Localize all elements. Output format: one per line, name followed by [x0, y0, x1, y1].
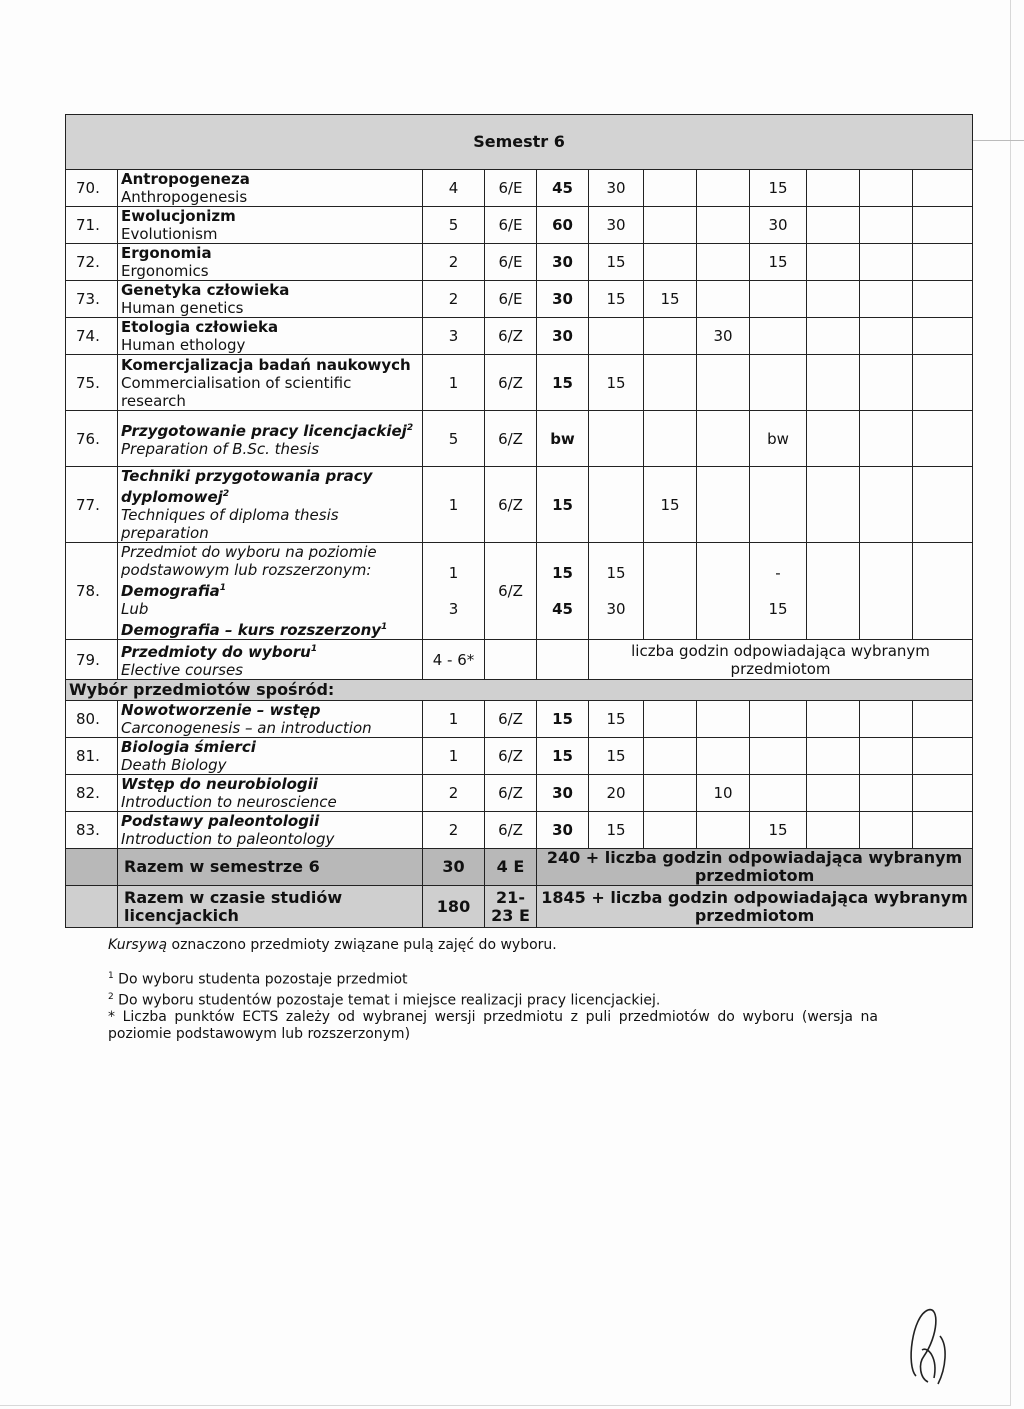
hours-col2 [644, 318, 697, 355]
hours-col6 [860, 467, 913, 543]
elective-section-row [66, 680, 973, 701]
hours-col4: 30 [750, 207, 807, 244]
hours-col1: 15 30 [589, 543, 644, 640]
semester-exam: 6/Z [485, 318, 537, 355]
curriculum-table [65, 114, 973, 928]
hours-col4: 15 [750, 812, 807, 849]
hours-col3 [697, 281, 750, 318]
course-row-demografia [66, 543, 973, 640]
hours-total: 45 [537, 170, 589, 207]
hours-col3 [697, 543, 750, 640]
semester-total-label: Razem w semestrze 6 [118, 849, 423, 886]
hours-col7 [913, 775, 973, 812]
hours-col7 [913, 467, 973, 543]
hours-col7 [913, 812, 973, 849]
semester-total-row [66, 849, 973, 886]
hours-col7 [913, 207, 973, 244]
studies-total-hours: 1845 + liczba godzin odpowiadająca wybranym przedmiotom [537, 886, 973, 928]
hours-col4: 15 [750, 170, 807, 207]
hours-col6 [860, 543, 913, 640]
hours-col5 [807, 738, 860, 775]
ects: 2 [423, 775, 485, 812]
course-number: 81. [66, 738, 118, 775]
course-number: 78. [66, 543, 118, 640]
hours-col1: 15 [589, 355, 644, 411]
course-name: Przedmiot do wyboru na poziomie podstawowym lub rozszerzonym: Demografia$^1$ Lub Demografia – kurs rozszerzony$^1$ [118, 543, 423, 640]
hours-col2 [644, 170, 697, 207]
course-name: Genetyka człowieka Human genetics [118, 281, 423, 318]
hours-col5 [807, 411, 860, 467]
hours-col3 [697, 738, 750, 775]
hours-col7 [913, 701, 973, 738]
semester-exam: 6/E [485, 281, 537, 318]
footnote-2: $^2$ Do wyboru studentów pozostaje temat i miejsce realizacji pracy licencjackiej. [108, 991, 661, 1009]
course-number: 75. [66, 355, 118, 411]
hours-col1: 30 [589, 170, 644, 207]
course-name: Wstęp do neurobiologii Introduction to neuroscience [118, 775, 423, 812]
hours-col6 [860, 738, 913, 775]
ects: 2 [423, 812, 485, 849]
hours-col3 [697, 812, 750, 849]
hours-col5 [807, 812, 860, 849]
course-name: Komercjalizacja badań naukowych Commercialisation of scientific research [118, 355, 423, 411]
hours-col5 [807, 281, 860, 318]
hours-col5 [807, 244, 860, 281]
hours-col2 [644, 543, 697, 640]
course-row [66, 411, 973, 467]
hours-col5 [807, 318, 860, 355]
hours-total: 30 [537, 281, 589, 318]
hours-col3 [697, 355, 750, 411]
hours-col6 [860, 170, 913, 207]
hours-total: 30 [537, 244, 589, 281]
hours-col4 [750, 467, 807, 543]
hours-col1: 15 [589, 701, 644, 738]
hours-col2: 15 [644, 467, 697, 543]
hours-col5 [807, 207, 860, 244]
hours-total: 30 [537, 775, 589, 812]
hours-total: 15 [537, 467, 589, 543]
hours-col6 [860, 318, 913, 355]
hours-total: 60 [537, 207, 589, 244]
hours-col6 [860, 207, 913, 244]
hours-col1: 15 [589, 738, 644, 775]
hours-col3 [697, 467, 750, 543]
hours-col1: 15 [589, 812, 644, 849]
hours-col6 [860, 244, 913, 281]
course-number: 82. [66, 775, 118, 812]
course-name: Ewolucjonizm Evolutionism [118, 207, 423, 244]
course-row [66, 244, 973, 281]
hours-col2 [644, 701, 697, 738]
ects: 1 [423, 467, 485, 543]
course-name: Ergonomia Ergonomics [118, 244, 423, 281]
ects: 4 - 6* [423, 640, 485, 680]
hours-col6 [860, 355, 913, 411]
semester-total-exams: 4 E [485, 849, 537, 886]
hours-col7 [913, 318, 973, 355]
hours-col1 [589, 467, 644, 543]
hours-col2 [644, 738, 697, 775]
course-name: Techniki przygotowania pracy dyplomowej$^2$ Techniques of diploma thesis preparation [118, 467, 423, 543]
hours-total: 30 [537, 318, 589, 355]
section-label: Wybór przedmiotów spośród: [66, 680, 973, 701]
hours-col3: 10 [697, 775, 750, 812]
hours-col3 [697, 170, 750, 207]
ects: 4 [423, 170, 485, 207]
footnote-3: * Liczba punktów ECTS zależy od wybranej wersji przedmiotu z puli przedmiotów do wyboru (wersja na poziomie podstawowym lub rozszerzonym) [108, 1009, 878, 1043]
hours-col6 [860, 281, 913, 318]
hours-total: 15 45 [537, 543, 589, 640]
semester-exam: 6/E [485, 207, 537, 244]
semester-exam: 6/E [485, 170, 537, 207]
hours-col6 [860, 812, 913, 849]
course-row [66, 207, 973, 244]
hours-col3 [697, 207, 750, 244]
hours-col4 [750, 775, 807, 812]
course-name: Biologia śmierci Death Biology [118, 738, 423, 775]
footnote-1: $^1$ Do wyboru studenta pozostaje przedmiot [108, 971, 408, 988]
elective-row [66, 738, 973, 775]
hours-col4 [750, 355, 807, 411]
studies-total-exams: 21- 23 E [485, 886, 537, 928]
course-name: Nowotworzenie – wstęp Carconogenesis – an introduction [118, 701, 423, 738]
hours-col2 [644, 355, 697, 411]
ects: 5 [423, 207, 485, 244]
course-number: 73. [66, 281, 118, 318]
hours-col4 [750, 701, 807, 738]
studies-total-ects: 180 [423, 886, 485, 928]
footnotes [108, 937, 878, 1043]
hours-col3 [697, 701, 750, 738]
hours-col4 [750, 318, 807, 355]
hours-col3 [697, 244, 750, 281]
hours-col7 [913, 170, 973, 207]
course-number: 72. [66, 244, 118, 281]
ects: 1 [423, 701, 485, 738]
elective-row [66, 701, 973, 738]
course-number: 83. [66, 812, 118, 849]
hours-note: liczba godzin odpowiadająca wybranym przedmiotom [589, 640, 973, 680]
hours-col2 [644, 207, 697, 244]
hours-col5 [807, 701, 860, 738]
semester-exam: 6/Z [485, 775, 537, 812]
hours-col5 [807, 775, 860, 812]
hours-col4: 15 [750, 244, 807, 281]
hours-col3: 30 [697, 318, 750, 355]
ects: 5 [423, 411, 485, 467]
course-number: 74. [66, 318, 118, 355]
course-row [66, 467, 973, 543]
semester-total-hours: 240 + liczba godzin odpowiadająca wybranym przedmiotom [537, 849, 973, 886]
course-name: Przygotowanie pracy licencjackiej$^2$ Preparation of B.Sc. thesis [118, 411, 423, 467]
semester-exam: 6/Z [485, 355, 537, 411]
course-number: 80. [66, 701, 118, 738]
hours-col3 [697, 411, 750, 467]
hours-col1: 15 [589, 281, 644, 318]
course-name: Antropogeneza Anthropogenesis [118, 170, 423, 207]
hours-total [537, 640, 589, 680]
hours-col1 [589, 411, 644, 467]
hours-col2 [644, 775, 697, 812]
hours-col6 [860, 775, 913, 812]
hours-col4 [750, 738, 807, 775]
course-row [66, 281, 973, 318]
course-name: Przedmioty do wyboru$^1$ Elective courses [118, 640, 423, 680]
semester-exam: 6/Z [485, 812, 537, 849]
semester-exam: 6/Z [485, 738, 537, 775]
hours-col2 [644, 812, 697, 849]
ects: 2 [423, 281, 485, 318]
course-row [66, 318, 973, 355]
ects: 3 [423, 318, 485, 355]
course-number: 76. [66, 411, 118, 467]
studies-total-row [66, 886, 973, 928]
semester-title: Semestr 6 [66, 115, 973, 170]
semester-exam: 6/Z [485, 467, 537, 543]
ects: 1 [423, 738, 485, 775]
hours-col2 [644, 411, 697, 467]
hours-total: 15 [537, 701, 589, 738]
hours-col1 [589, 318, 644, 355]
hours-col1: 20 [589, 775, 644, 812]
elective-row [66, 812, 973, 849]
course-row-electives [66, 640, 973, 680]
hours-col4: - 15 [750, 543, 807, 640]
course-name: Podstawy paleontologii Introduction to paleontology [118, 812, 423, 849]
course-number: 77. [66, 467, 118, 543]
course-row [66, 170, 973, 207]
hours-col6 [860, 411, 913, 467]
hours-col1: 30 [589, 207, 644, 244]
hours-col1: 15 [589, 244, 644, 281]
hours-col7 [913, 244, 973, 281]
semester-exam [485, 640, 537, 680]
hours-col7 [913, 281, 973, 318]
hours-col6 [860, 701, 913, 738]
ects: 1 3 [423, 543, 485, 640]
handwritten-signature [894, 1306, 958, 1388]
hours-col7 [913, 738, 973, 775]
elective-row [66, 775, 973, 812]
course-number: 70. [66, 170, 118, 207]
course-number: 79. [66, 640, 118, 680]
hours-col2: 15 [644, 281, 697, 318]
semester-header-row [66, 115, 973, 170]
semester-exam: 6/Z [485, 701, 537, 738]
hours-col4 [750, 281, 807, 318]
hours-total: 15 [537, 355, 589, 411]
hours-col2 [644, 244, 697, 281]
ects: 1 [423, 355, 485, 411]
course-name: Etologia człowieka Human ethology [118, 318, 423, 355]
italic-note: Kursywą oznaczono przedmioty związane pulą zajęć do wyboru. [108, 937, 557, 953]
studies-total-label: Razem w czasie studiów licencjackich [118, 886, 423, 928]
ects: 2 [423, 244, 485, 281]
course-number: 71. [66, 207, 118, 244]
hours-col5 [807, 355, 860, 411]
hours-col7 [913, 411, 973, 467]
hours-col5 [807, 170, 860, 207]
semester-exam: 6/Z [485, 411, 537, 467]
hours-total: 15 [537, 738, 589, 775]
semester-exam: 6/Z [485, 543, 537, 640]
hours-total: bw [537, 411, 589, 467]
hours-col7 [913, 543, 973, 640]
hours-col5 [807, 467, 860, 543]
hours-col4: bw [750, 411, 807, 467]
hours-total: 30 [537, 812, 589, 849]
hours-col7 [913, 355, 973, 411]
semester-total-ects: 30 [423, 849, 485, 886]
course-row [66, 355, 973, 411]
semester-exam: 6/E [485, 244, 537, 281]
hours-col5 [807, 543, 860, 640]
